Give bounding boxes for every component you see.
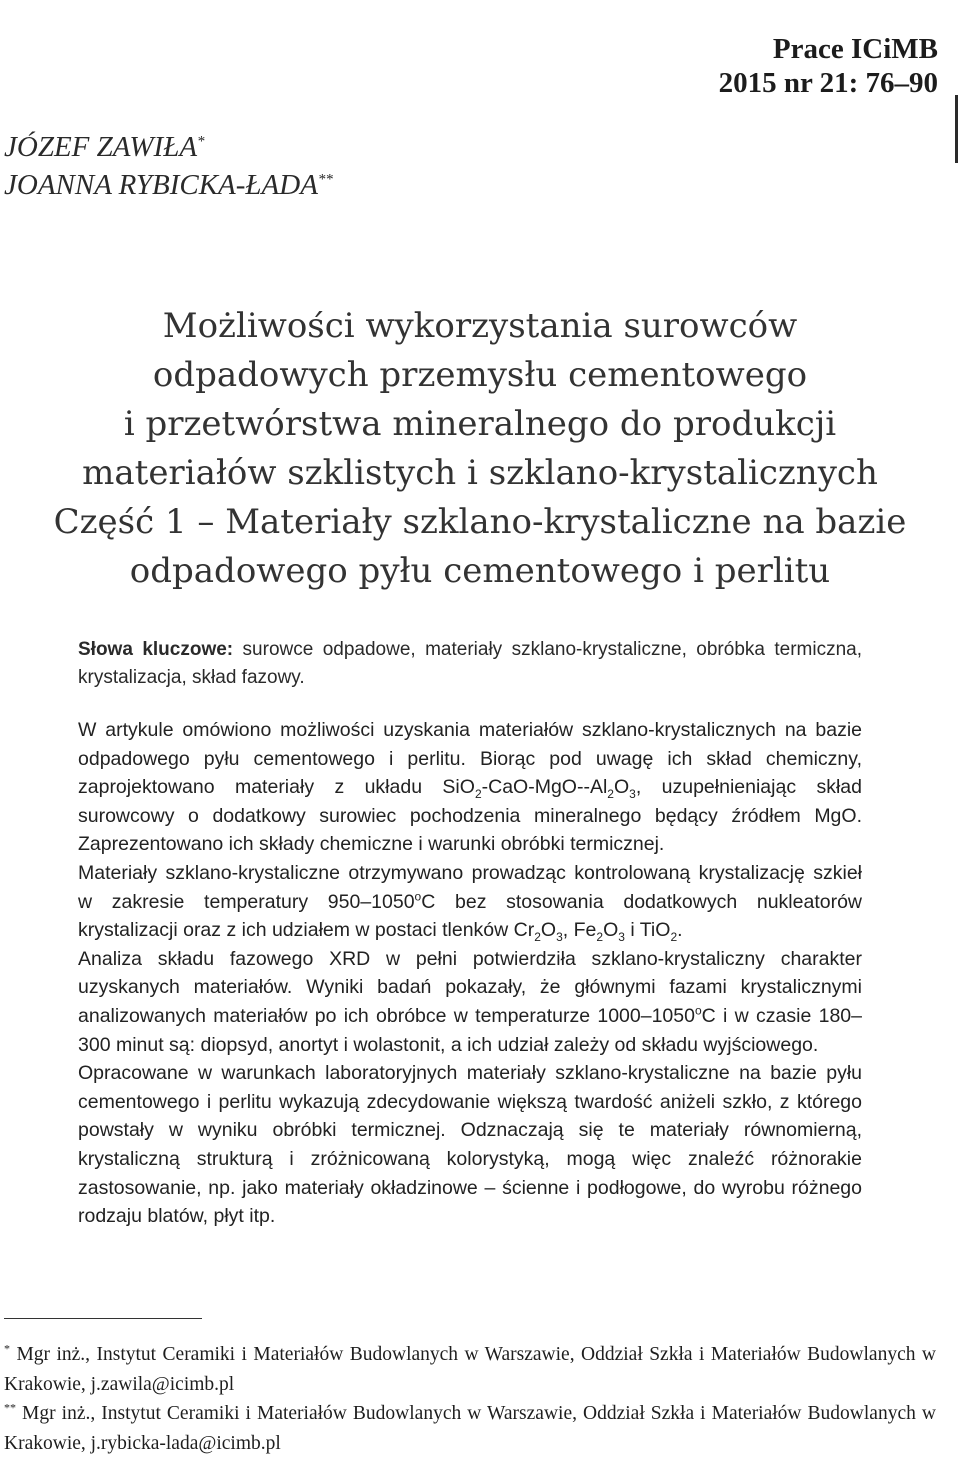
abstract-paragraph-3: Analiza składu fazowego XRD w pełni potwierdziła szklano-krystaliczny charakter uzyskanych materiałów. Wyniki badań pokazały, że głównymi fazami krystalicznymi analizowanych materiałów po ich obróbce w temperaturze 1000–1050$^o$C i w czasie 180–300 minut są: diopsyd, anortyt i wolastonit, a ich udział zależy od składu wyjściowego. <box>78 947 862 1056</box>
abstract <box>78 716 862 1231</box>
journal-name: Prace ICiMB <box>772 33 938 65</box>
abstract-paragraph-2: Materiały szklano-krystaliczne otrzymywano prowadząc kontrolowaną krystalizację szkieł w zakresie temperatury 950–1050$^o$C bez stosowania dodatkowych nukleatorów krystalizacji oraz z ich udziałem w postaci tlenków $Cr_2O_3$, $Fe_2O_3$ i TiO$_2$. <box>78 861 863 945</box>
keywords <box>78 636 862 692</box>
abstract-paragraph-1: W artykule omówiono możliwości uzyskania materiałów szklano-krystalicznych na bazie odpadowego pyłu cementowego i perlitu. Biorąc pod uwagę ich skład chemiczny, zaprojektowano materiały z układu $SiO_2-CaO-MgO--Al_2O_3$, uzupełnieniając skład surowcowy o dodatkowy surowiec pochodzenia mineralnego będący źródłem MgO. Zaprezentowano ich składy chemiczne i warunki obróbki termicznej. <box>78 719 862 856</box>
journal-issue: 2015 nr 21: 76–90 <box>718 67 938 99</box>
author-1: JÓZEF ZAWIŁA* <box>4 131 205 163</box>
author-2: JOANNA RYBICKA-ŁADA** <box>4 169 333 201</box>
footnote-2: ** Mgr inż., Instytut Ceramiki i Materiałów Budowlanych w Warszawie, Oddział Szkła i Materiałów Budowlanych w Krakowie, j.rybicka-lada@icimb.pl <box>4 1400 936 1454</box>
author-1-mark: * <box>197 133 205 150</box>
title-line: Część 1 – Materiały szklano-krystaliczne na bazie <box>53 502 907 542</box>
title-line: materiałów szklistych i szklano-krystalicznych <box>82 453 878 493</box>
title-line: i przetwórstwa mineralnego do produkcji <box>123 404 837 444</box>
abstract-paragraph-4: Opracowane w warunkach laboratoryjnych materiały szklano-krystaliczne na bazie pyłu cementowego i perlitu wykazują zdecydowanie większą twardość aniżeli szkło, z którego powstały w wyniku obróbki termicznej. Odznaczają się te materiały równomierną, krystaliczną strukturą i zróżnicowaną kolorystyką, mogą więc znaleźć różnorakie zastosowanie, np. jako materiały okładzinowe – ścienne i podłogowe, do wyrobu różnego rodzaju blatów, płyt itp. <box>78 1062 862 1228</box>
title-line: odpadowych przemysłu cementowego <box>152 355 808 395</box>
author-list <box>4 128 333 204</box>
journal-header <box>719 32 938 100</box>
article-title <box>0 302 960 596</box>
title-line: odpadowego pyłu cementowego i perlitu <box>129 551 831 591</box>
keywords-text: surowce odpadowe, materiały szklano-krystaliczne, obróbka termiczna, krystalizacja, skład fazowy. <box>78 639 862 688</box>
footnote-divider <box>4 1318 202 1319</box>
author-2-mark: ** <box>317 171 333 188</box>
title-line: Możliwości wykorzystania surowców <box>162 306 798 346</box>
footnotes <box>4 1340 936 1458</box>
footnote-1: * Mgr inż., Instytut Ceramiki i Materiałów Budowlanych w Warszawie, Oddział Szkła i Materiałów Budowlanych w Krakowie, j.zawila@icimb.pl <box>4 1341 937 1395</box>
keywords-label: Słowa kluczowe: <box>78 639 234 660</box>
margin-rule <box>955 95 958 163</box>
